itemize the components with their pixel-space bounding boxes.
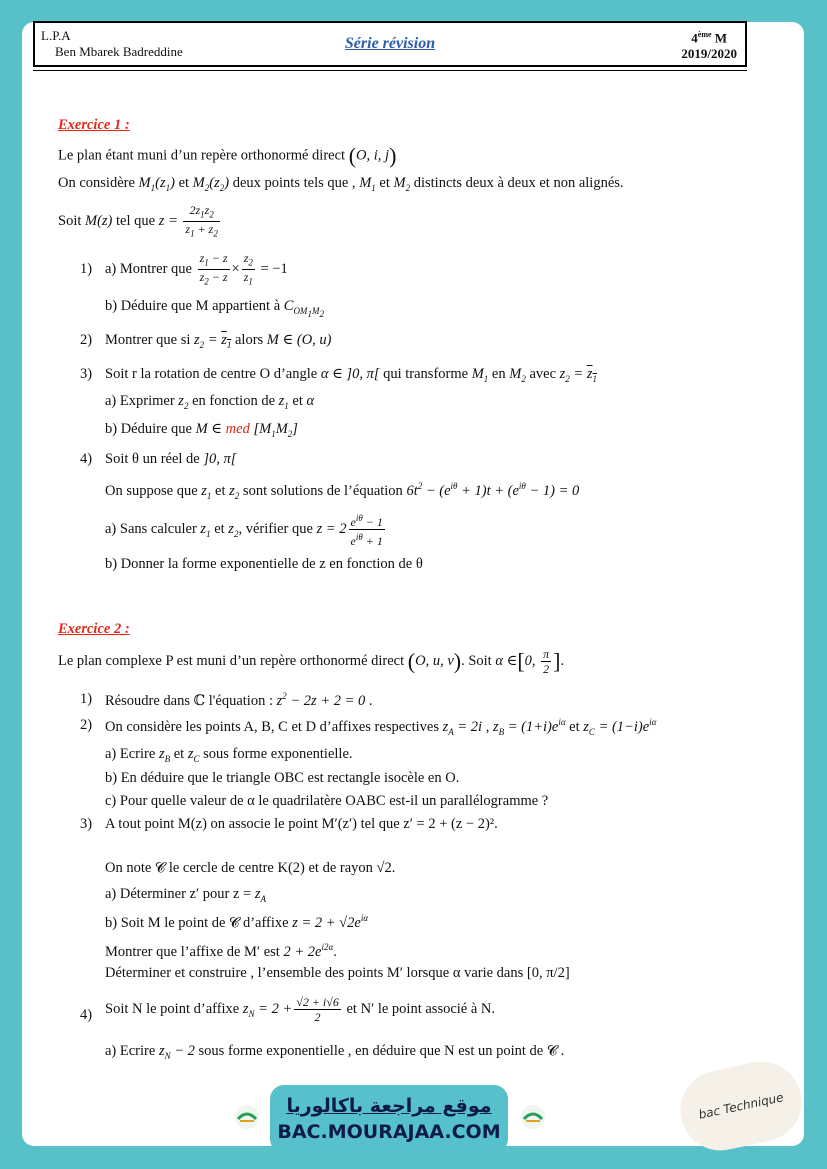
ex1-intro-text-2c: deux points tels que , (232, 175, 356, 191)
ex1-q4s-text: On suppose que (105, 482, 198, 499)
school-year: 2019/2020 (681, 46, 737, 62)
ex2-q2c: c) Pour quelle valeur de α le quadrilatère OABC est-il un parallélogramme ? (105, 793, 549, 809)
footer-url: BAC.MOURAJAA.COM (277, 1121, 501, 1143)
ex2-q1: Résoudre dans ℂ l'équation : $z^2 - 2z + 2 = 0$ . (105, 691, 373, 709)
ex2-q3b: b) Soit M le point de 𝓒 d’affixe $z = 2 + √2e^{i\alpha}$ (105, 913, 369, 931)
ex1-q4: Soit θ un réel de ]0, π[ (105, 451, 237, 467)
ex1-q2-number: 2) (80, 332, 93, 348)
ex2-q2a-et: et (173, 746, 185, 762)
ex2-q1-number: 1) (80, 691, 93, 707)
ex1-q3-text: Soit r la rotation de centre O d’angle (105, 366, 318, 382)
ex1-q4-number: 4) (80, 451, 93, 467)
ex1-q4a: a) Sans calculer $z_1$ et $z_2$, vérifier que z = 2 $\frac{e^{i\theta} - 1}{e^{i\theta} + 1}$ (105, 513, 383, 548)
exercise-2-title: Exercice 2 : (58, 621, 130, 637)
ex2-q3m: Montrer que l’affixe de M′ est $2 + 2e^{i2\alpha}$. (105, 942, 337, 960)
ex2-intro: Le plan complexe P est muni d’un repère orthonormé direct (O, u, v). Soit α ∈[0, $\frac{\pi}{2}$ ]. (58, 647, 565, 676)
ex1-q3b-text: b) Déduire que (105, 421, 192, 437)
ex2-q3d: Déterminer et construire , l’ensemble des points M′ lorsque α varie dans [0, π/2] (105, 965, 570, 981)
ex1-q3-avec: avec (529, 366, 557, 382)
footer-arabic-text: موقع مراجعة باكالوريا (286, 1095, 492, 1117)
ex1-q2-text: Montrer que si (105, 332, 191, 348)
ex2-q2-number: 2) (80, 717, 93, 733)
ex1-q3a-text: a) Exprimer (105, 393, 175, 409)
document-title: Série révision (344, 35, 436, 52)
header-right (681, 27, 737, 62)
ex1-q3a-text3: et (292, 393, 303, 409)
ex1-q3a: a) Exprimer $z_2$ en fonction de $z_1$ et α (105, 393, 315, 411)
bac-mourajaa-link[interactable] (270, 1085, 508, 1153)
ex1-q4s-text3: sont solutions de l’équation (242, 482, 403, 499)
ex1-q3b: b) Déduire que M ∈ med $[M_1M_2]$ (105, 421, 298, 439)
ex2-q4: Soit N le point d’affixe $z_N = 2$ + $\frac{√2 + i√6}{2}$ et N′ le point associé à N. (105, 995, 496, 1024)
level (681, 27, 737, 46)
ex1-intro-text-2d: et (379, 175, 390, 191)
ex1-intro-text-1: Le plan étant muni d’un repère orthonormé direct (58, 147, 346, 164)
ex1-q3b-med: med (225, 421, 250, 437)
ex1-q3-en: en (491, 366, 506, 382)
ex2-q2-text: On considère les points A, B, C et D d’affixes respectives (105, 718, 439, 735)
ex1-q1a: a) Montrer que $\frac{z_1 - z}{z_2 - z}$ × $\frac{z_2}{z_1}$ = −1 (105, 251, 288, 287)
ex2-q2b: b) En déduire que le triangle OBC est rectangle isocèle en O. (105, 770, 460, 786)
ex1-q1b-text: b) Déduire que M appartient à (105, 298, 281, 314)
exercise-1-title: Exercice 1 : (58, 117, 130, 133)
ex2-q2: On considère les points A, B, C et D d’affixes respectives $z_A = 2i$ , $z_B = (1+i)e^{i\alpha}$ et $z_C = (1-i)e^{i\alpha}$ (105, 717, 657, 737)
logo-left-icon (230, 1103, 264, 1131)
ex1-q3-text2: qui transforme (383, 366, 469, 382)
ex1-intro-text-2a: On considère (58, 175, 135, 191)
ex1-intro-line-2: On considère $M_1(z_1)$ et $M_2(z_2)$ deux points tels que , $M_1$ et $M_2$ distincts deux à deux et non alignés. (58, 175, 624, 193)
ex1-q4b: b) Donner la forme exponentielle de z en fonction de θ (105, 556, 423, 572)
ex1-q1-number: 1) (80, 261, 93, 277)
ex2-q3a-text: a) Déterminer z′ pour z = (105, 886, 252, 902)
ex2-q3b-text: b) Soit M le point de 𝓒 d’affixe (105, 914, 289, 931)
ex2-q3a: a) Déterminer z′ pour $z = z_A$ (105, 886, 266, 904)
school-name: L.P.A (41, 28, 71, 43)
ex2-q2a: a) Ecrire $z_B$ et $z_C$ sous forme exponentielle. (105, 746, 353, 764)
bac-technique-stamp: bac Technique (673, 1054, 809, 1158)
ex1-q1a-text: a) Montrer que (105, 261, 192, 278)
author-name: Ben Mbarek Badreddine (55, 44, 183, 59)
ex2-intro-soit: . Soit (461, 652, 492, 669)
ex1-q2-alors: alors (234, 332, 264, 348)
ex2-q4a-text2: sous forme exponentielle , en déduire que N est un point de 𝓒 . (198, 1043, 565, 1059)
ex1-intro-text-2b: et (178, 175, 190, 191)
ex1-q3-number: 3) (80, 366, 93, 382)
ex1-q1b: b) Déduire que M appartient à $C_{OM_1M_2}$ (105, 298, 324, 319)
ex1-q3a-text2: en fonction de (192, 393, 276, 409)
ex1-q2: Montrer que si $z_2 = z_1$ alors M ∈ (O, u) (105, 332, 332, 350)
ex1-q4a-text: a) Sans calculer (105, 520, 197, 537)
ex1-intro-line-1: Le plan étant muni d’un repère orthonormé direct (O, i, j) (58, 143, 397, 168)
ex2-q3-number: 3) (80, 816, 93, 832)
level-sup: ème (697, 30, 712, 39)
ex2-intro-text: Le plan complexe P est muni d’un repère orthonormé direct (58, 652, 405, 669)
ex1-q4a-text3: , vérifier que (238, 520, 313, 537)
ex2-q4-number: 4) (80, 1007, 93, 1023)
logo-right-icon (516, 1103, 550, 1131)
ex1-def-z: Soit M(z) tel que z = $\frac{2z_1z_2}{z_1 + z_2}$ (58, 203, 218, 239)
level-number: 4 (691, 30, 698, 46)
ex2-q3-note: On note 𝓒 le cercle de centre K(2) et de rayon √2. (105, 860, 396, 876)
header-divider (33, 70, 747, 71)
ex2-q3: A tout point M(z) on associe le point M′(z′) tel que z′ = 2 + (z − 2)². (105, 816, 498, 832)
ex2-q4a-text: a) Ecrire (105, 1043, 156, 1059)
ex1-q3: Soit r la rotation de centre O d’angle α ∈ ]0, π[ qui transforme $M_1$ en $M_2$ avec $z_2 = z_1$ (105, 366, 597, 384)
ex1-q4a-et: et (214, 520, 225, 537)
ex2-q4-text: Soit N le point d’affixe (105, 1000, 240, 1017)
ex2-q4a: a) Ecrire $z_N - 2$ sous forme exponentielle , en déduire que N est un point de 𝓒 . (105, 1043, 565, 1061)
ex1-intro-text-2e: distincts deux à deux et non alignés. (413, 175, 624, 191)
ex1-telque: tel que (116, 213, 156, 230)
ex1-q4-suppose: On suppose que $z_1$ et $z_2$ sont solutions de l’équation $6t^2 - (e^{i\theta} + 1)t + (e^{i\theta} - 1) = 0$ (105, 481, 580, 501)
ex1-q4s-et: et (215, 482, 226, 499)
ex2-q2a-text: a) Ecrire (105, 746, 156, 762)
ex1-soit: Soit (58, 213, 82, 230)
ex2-q4-text2: et N′ le point associé à N. (346, 1000, 496, 1017)
ex2-q1-text: Résoudre dans ℂ l'équation : (105, 692, 273, 709)
ex2-q3m-text: Montrer que l’affixe de M′ est (105, 943, 280, 960)
header-box (33, 21, 747, 67)
level-suffix: M (711, 30, 728, 46)
ex1-q4-text: Soit θ un réel de (105, 451, 200, 467)
ex2-q2a-text3: sous forme exponentielle. (203, 746, 353, 762)
